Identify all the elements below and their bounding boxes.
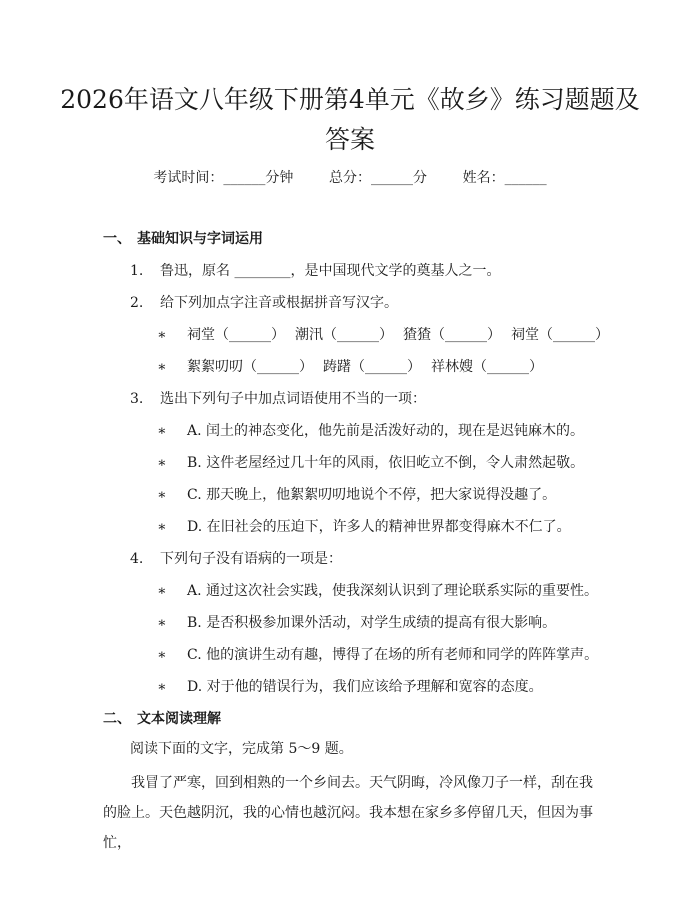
pinyin-row bbox=[157, 357, 553, 377]
bullet-icon: ∗ bbox=[157, 615, 167, 631]
option-text: B. 是否积极参加课外活动，对学生成绩的提高有很大影响。 bbox=[187, 615, 557, 631]
page-title: 2026年语文八年级下册第4单元《故乡》练习题题及答案 bbox=[60, 85, 640, 154]
reading-passage: 我冒了严寒，回到相熟的一个乡间去。天气阴晦，冷风像刀子一样，刮在我的脸上。天色越阴沉，我的心情也越沉闷。我本想在家乡多停留几天，但因为事忙， bbox=[103, 775, 593, 851]
section-title: 基础知识与字词运用 bbox=[137, 231, 263, 247]
pinyin-item: 絮絮叨叨（______） bbox=[187, 359, 313, 375]
pinyin-item: 潮汛（______） bbox=[295, 327, 393, 343]
bullet-icon: ∗ bbox=[157, 519, 167, 535]
option-text: D. 对于他的错误行为，我们应该给予理解和宽容的态度。 bbox=[187, 679, 543, 695]
pinyin-item: 猹猹（______） bbox=[403, 327, 501, 343]
question-number: 2. bbox=[130, 295, 144, 311]
option-text: B. 这件老屋经过几十年的风雨，依旧屹立不倒，令人肃然起敬。 bbox=[187, 455, 585, 471]
question-text: 下列句子没有语病的一项是： bbox=[160, 551, 342, 567]
question-text: 鲁迅，原名 ________，是中国现代文学的奠基人之一。 bbox=[160, 263, 501, 279]
option-text: C. 他的演讲生动有趣，博得了在场的所有老师和同学的阵阵掌声。 bbox=[187, 647, 599, 663]
exam-info bbox=[0, 168, 700, 188]
bullet-icon: ∗ bbox=[157, 647, 167, 663]
question-3 bbox=[130, 389, 426, 409]
question-2 bbox=[130, 293, 398, 313]
reading-intro: 阅读下面的文字，完成第 5～9 题。 bbox=[130, 741, 353, 757]
student-name-field: 姓名：______ bbox=[462, 170, 547, 186]
question-number: 3. bbox=[130, 391, 144, 407]
bullet-icon: ∗ bbox=[157, 359, 167, 375]
pinyin-row bbox=[157, 325, 619, 345]
option-item bbox=[157, 485, 556, 505]
bullet-icon: ∗ bbox=[157, 487, 167, 503]
bullet-icon: ∗ bbox=[157, 327, 167, 343]
section-number: 一、 bbox=[103, 231, 131, 247]
pinyin-item: 祠堂（______） bbox=[187, 327, 285, 343]
option-text: D. 在旧社会的压迫下，许多人的精神世界都变得麻木不仁了。 bbox=[187, 519, 571, 535]
section-title: 文本阅读理解 bbox=[137, 711, 221, 727]
option-text: C. 那天晚上，他絮絮叨叨地说个不停，把大家说得没趣了。 bbox=[187, 487, 557, 503]
section-number: 二、 bbox=[103, 711, 131, 727]
bullet-icon: ∗ bbox=[157, 455, 167, 471]
option-text: A. 通过这次社会实践，使我深刻认识到了理论联系实际的重要性。 bbox=[187, 583, 599, 599]
bullet-icon: ∗ bbox=[157, 583, 167, 599]
exam-time-field: 考试时间：______分钟 bbox=[153, 170, 294, 186]
pinyin-item: 祠堂（______） bbox=[511, 327, 609, 343]
pinyin-item: 踌躇（______） bbox=[323, 359, 421, 375]
option-item bbox=[157, 453, 584, 473]
question-4 bbox=[130, 549, 342, 569]
option-item bbox=[157, 613, 556, 633]
option-item bbox=[157, 421, 584, 441]
bullet-icon: ∗ bbox=[157, 423, 167, 439]
question-number: 1. bbox=[130, 263, 144, 279]
section-heading bbox=[103, 709, 221, 729]
question-text: 选出下列句子中加点词语使用不当的一项： bbox=[160, 391, 426, 407]
option-item bbox=[157, 645, 598, 665]
total-score-field: 总分：______分 bbox=[329, 170, 427, 186]
question-text: 给下列加点字注音或根据拼音写汉字。 bbox=[160, 295, 398, 311]
pinyin-item: 祥林嫂（______） bbox=[431, 359, 543, 375]
option-text: A. 闰土的神态变化，他先前是活泼好动的，现在是迟钝麻木的。 bbox=[187, 423, 585, 439]
option-item bbox=[157, 517, 571, 537]
option-item bbox=[157, 581, 598, 601]
option-item bbox=[157, 677, 543, 697]
section-heading bbox=[103, 229, 263, 249]
question-1 bbox=[130, 261, 500, 281]
bullet-icon: ∗ bbox=[157, 679, 167, 695]
question-number: 4. bbox=[130, 551, 144, 567]
